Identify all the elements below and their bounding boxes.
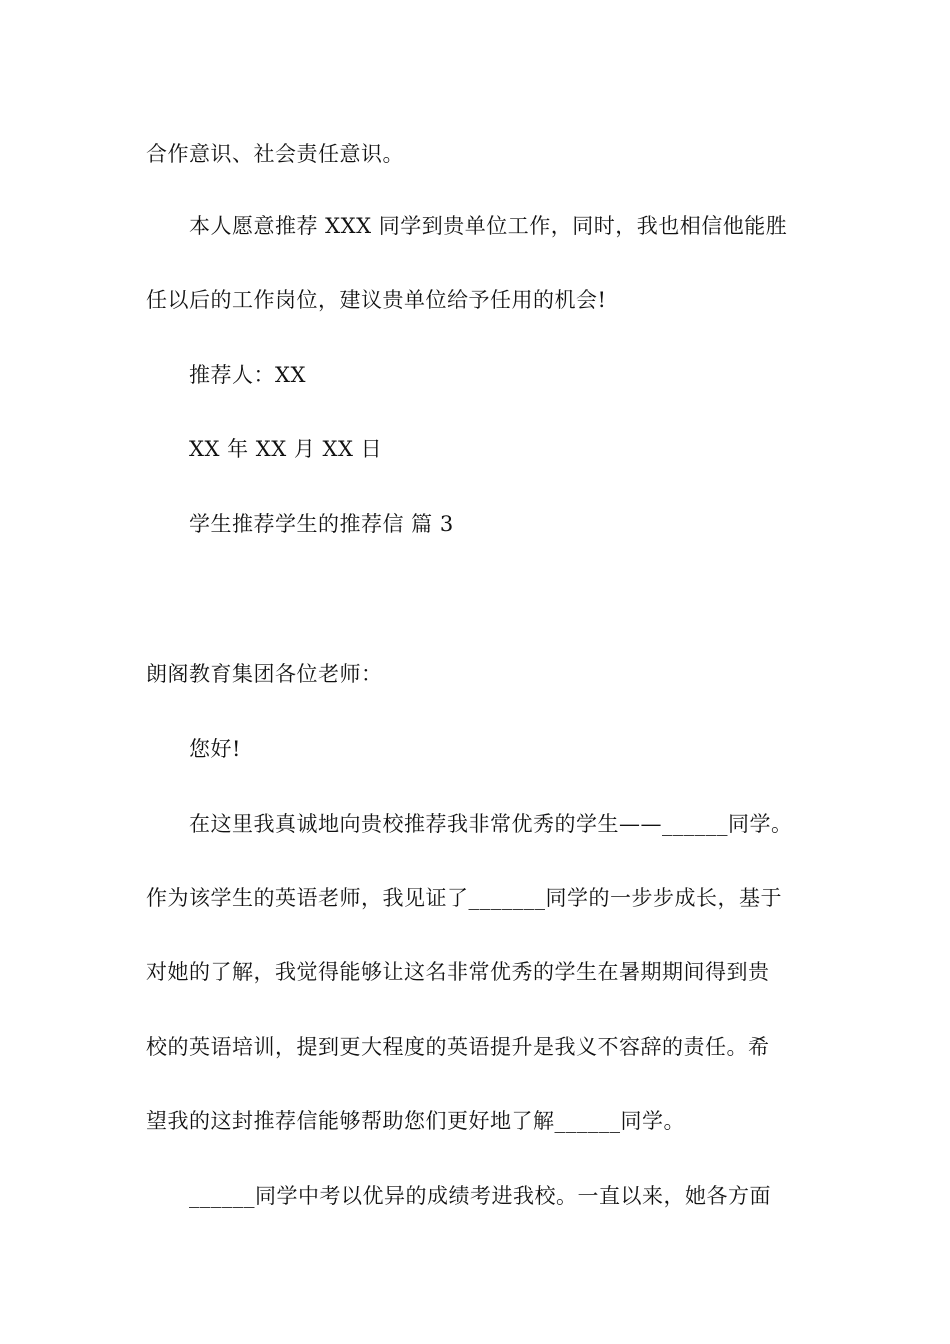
greeting: 您好! bbox=[189, 737, 241, 761]
paragraph-line: 在这里我真诚地向贵校推荐我非常优秀的学生——______同学。 bbox=[189, 812, 793, 836]
recommender-line: 推荐人：XX bbox=[189, 363, 306, 387]
salutation: 朗阁教育集团各位老师： bbox=[146, 662, 383, 686]
paragraph-line: 本人愿意推荐 XXX 同学到贵单位工作，同时，我也相信他能胜 bbox=[189, 214, 788, 238]
paragraph-line: 任以后的工作岗位，建议贵单位给予任用的机会! bbox=[146, 288, 607, 312]
paragraph-line: 对她的了解，我觉得能够让这名非常优秀的学生在暑期期间得到贵 bbox=[146, 960, 770, 984]
paragraph-line: 合作意识、社会责任意识。 bbox=[146, 142, 404, 166]
date-line: XX 年 XX 月 XX 日 bbox=[189, 437, 383, 461]
section-heading: 学生推荐学生的推荐信 篇 3 bbox=[189, 512, 454, 536]
paragraph-line: 校的英语培训，提到更大程度的英语提升是我义不容辞的责任。希 bbox=[146, 1035, 770, 1059]
paragraph-line: 望我的这封推荐信能够帮助您们更好地了解______同学。 bbox=[146, 1109, 685, 1133]
paragraph-line: 作为该学生的英语老师，我见证了_______同学的一步步成长，基于 bbox=[146, 886, 782, 910]
paragraph-line: ______同学中考以优异的成绩考进我校。一直以来，她各方面 bbox=[189, 1184, 771, 1208]
